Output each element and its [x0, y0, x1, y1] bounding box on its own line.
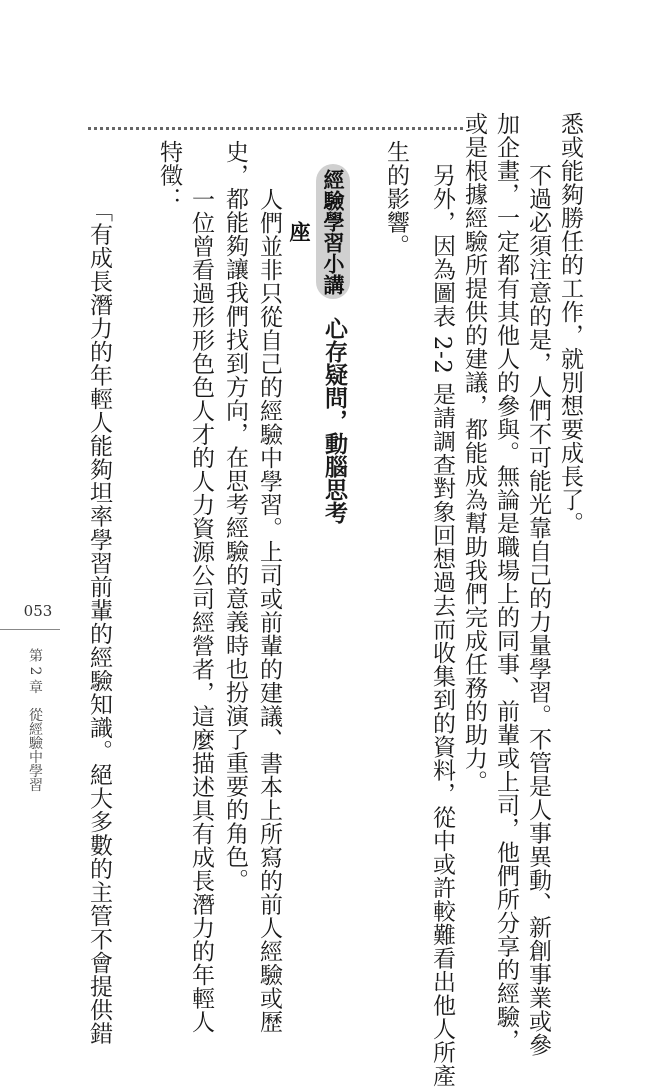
upper-text-line-4: 或是根據經驗所提供的建議，都能成為幫助我們完成任務的助力。: [461, 112, 487, 794]
upper-text-line-2: 不過必須注意的是，人們不可能光靠自己的力量學習。不管是人事異動、新創事業或參: [525, 140, 551, 1057]
upper-text-line-6: 生的影響。: [383, 140, 409, 258]
upper-text-line-1: 悉或能夠勝任的工作，就別想要成長了。: [557, 112, 583, 535]
lower-text-line-5: 「有成長潛力的年輕人能夠坦率學習前輩的經驗知識。絕大多數的主管不會提供錯: [86, 199, 112, 1045]
page-number: 053: [23, 602, 53, 620]
lower-text-line-3: 一位曾看過形形色色人才的人力資源公司經營者，這麼描述具有成長潛力的年輕人: [188, 164, 214, 1034]
chapter-label: 第 2 章 從經驗中學習: [27, 648, 43, 792]
column-box-title: 經驗學習小講座: [316, 164, 350, 299]
lower-text-line-4: 特徵：: [156, 140, 182, 211]
margin-rule: [0, 629, 60, 630]
column-heading: 心存疑問，動腦思考: [321, 317, 347, 524]
dotted-separator: [88, 127, 463, 130]
lower-text-line-2: 史，都能夠讓我們找到方向，在思考經驗的意義時也扮演了重要的角色。: [222, 140, 248, 892]
upper-text-line-5: 另外，因為圖表 2-2 是請調查對象回想過去而收集到的資料，從中或許較難看出他人所產: [429, 140, 455, 1087]
upper-text-line-3: 加企畫，一定都有其他人的參與。無論是職場上的同事、前輩或上司，他們所分享的經驗，: [493, 112, 519, 1052]
lower-text-line-1: 人們並非只從自己的經驗中學習。上司或前輩的建議、書本上所寫的前人經驗或歷: [256, 164, 282, 1034]
